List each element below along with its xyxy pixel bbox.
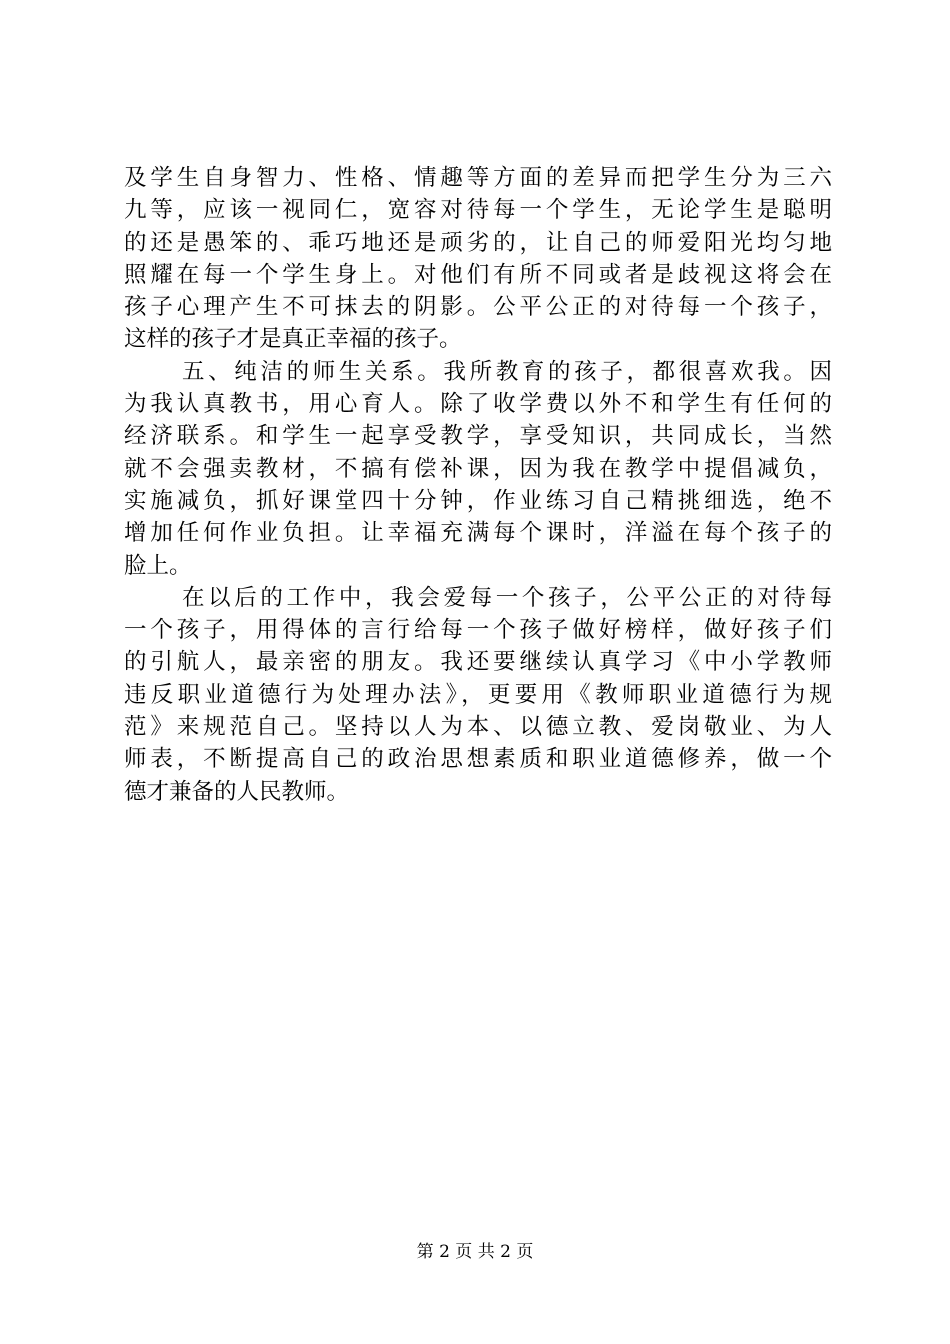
text-line: 范》来规范自己。坚持以人为本、以德立教、爱岗敬业、为人 (124, 714, 832, 741)
text-line: 脸上。 (124, 552, 192, 579)
text-line: 照耀在每一个学生身上。对他们有所不同或者是歧视这将会在 (124, 261, 832, 288)
text-line: 及学生自身智力、性格、情趣等方面的差异而把学生分为三六 (124, 165, 832, 191)
text-line: 实施减负，抓好课堂四十分钟，作业练习自己精挑细选，绝不 (124, 487, 832, 514)
text-line: 违反职业道德行为处理办法》，更要用《教师职业道德行为规 (124, 681, 832, 708)
text-line: 经济联系。和学生一起享受教学，享受知识，共同成长，当然 (124, 423, 832, 450)
text-line: 师表，不断提高自己的政治思想素质和职业道德修养，做一个 (124, 746, 832, 773)
text-line: 的还是愚笨的、乖巧地还是顽劣的，让自己的师爱阳光均匀地 (124, 229, 832, 256)
text-line: 德才兼备的人民教师。 (124, 778, 350, 805)
text-line: 就不会强卖教材，不搞有偿补课，因为我在教学中提倡减负， (124, 455, 832, 482)
document-body (124, 162, 832, 808)
text-line: 一个孩子，用得体的言行给每一个孩子做好榜样，做好孩子们 (124, 617, 832, 644)
text-line: 这样的孩子才是真正幸福的孩子。 (124, 326, 462, 353)
paragraph-start-line: 在以后的工作中，我会爱每一个孩子，公平公正的对待每 (182, 584, 832, 611)
page-number-footer: 第 2 页 共 2 页 (416, 1242, 534, 1262)
text-line: 的引航人，最亲密的朋友。我还要继续认真学习《中小学教师 (124, 649, 832, 676)
text-line: 为我认真教书，用心育人。除了收学费以外不和学生有任何的 (124, 391, 832, 418)
text-line: 九等，应该一视同仁，宽容对待每一个学生，无论学生是聪明 (124, 197, 832, 224)
text-line: 增加任何作业负担。让幸福充满每个课时，洋溢在每个孩子的 (124, 520, 832, 547)
text-line: 孩子心理产生不可抹去的阴影。公平公正的对待每一个孩子， (124, 294, 832, 321)
paragraph-start-line: 五、纯洁的师生关系。我所教育的孩子，都很喜欢我。因 (182, 358, 832, 385)
